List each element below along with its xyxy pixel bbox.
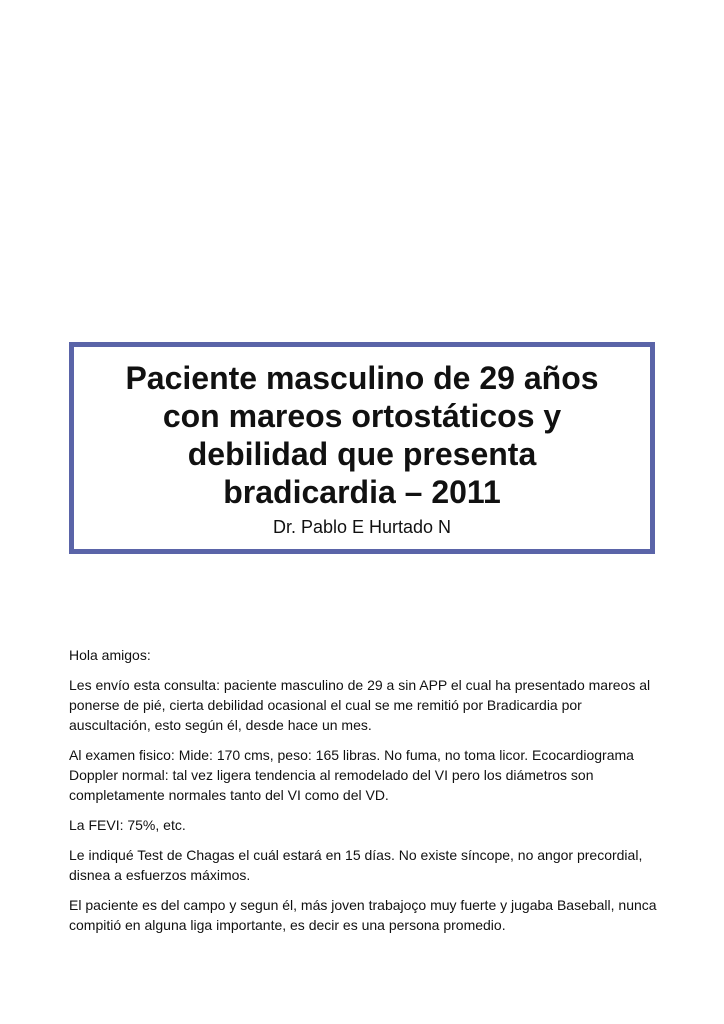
body-paragraph: Le indiqué Test de Chagas el cuál estará en 15 días. No existe síncope, no angor precordial, disnea a esfuerzos máximos. [69, 847, 643, 883]
title-line: con mareos ortostáticos y [162, 398, 562, 434]
document-body [69, 645, 659, 945]
title-line: Paciente masculino de 29 años [125, 360, 599, 396]
title-line: bradicardia – 2011 [223, 474, 501, 510]
body-paragraph: Les envío esta consulta: paciente masculino de 29 a sin APP el cual ha presentado mareos al ponerse de pié, cierta debilidad ocasional el cual se me remitió por Bradicardia por auscultación, esto según él, desde hace un mes. [69, 677, 651, 733]
body-paragraph: La FEVI: 75%, etc. [69, 817, 186, 833]
document-title [94, 359, 630, 511]
body-paragraph: Al examen fisico: Mide: 170 cms, peso: 165 libras. No fuma, no toma licor. Ecocardiograma Doppler normal: tal vez ligera tendencia al remodelado del VI pero los diámetros son completamente normales tanto del VI como del VD. [69, 747, 634, 803]
greeting-paragraph: Hola amigos: [69, 647, 151, 663]
title-box [69, 342, 655, 554]
body-paragraph: El paciente es del campo y segun él, más joven trabajoço muy fuerte y jugaba Baseball, nunca compitió en alguna liga importante, es decir es una persona promedio. [69, 897, 657, 933]
author-name: Dr. Pablo E Hurtado N [272, 517, 452, 537]
title-line: debilidad que presenta [187, 436, 537, 472]
